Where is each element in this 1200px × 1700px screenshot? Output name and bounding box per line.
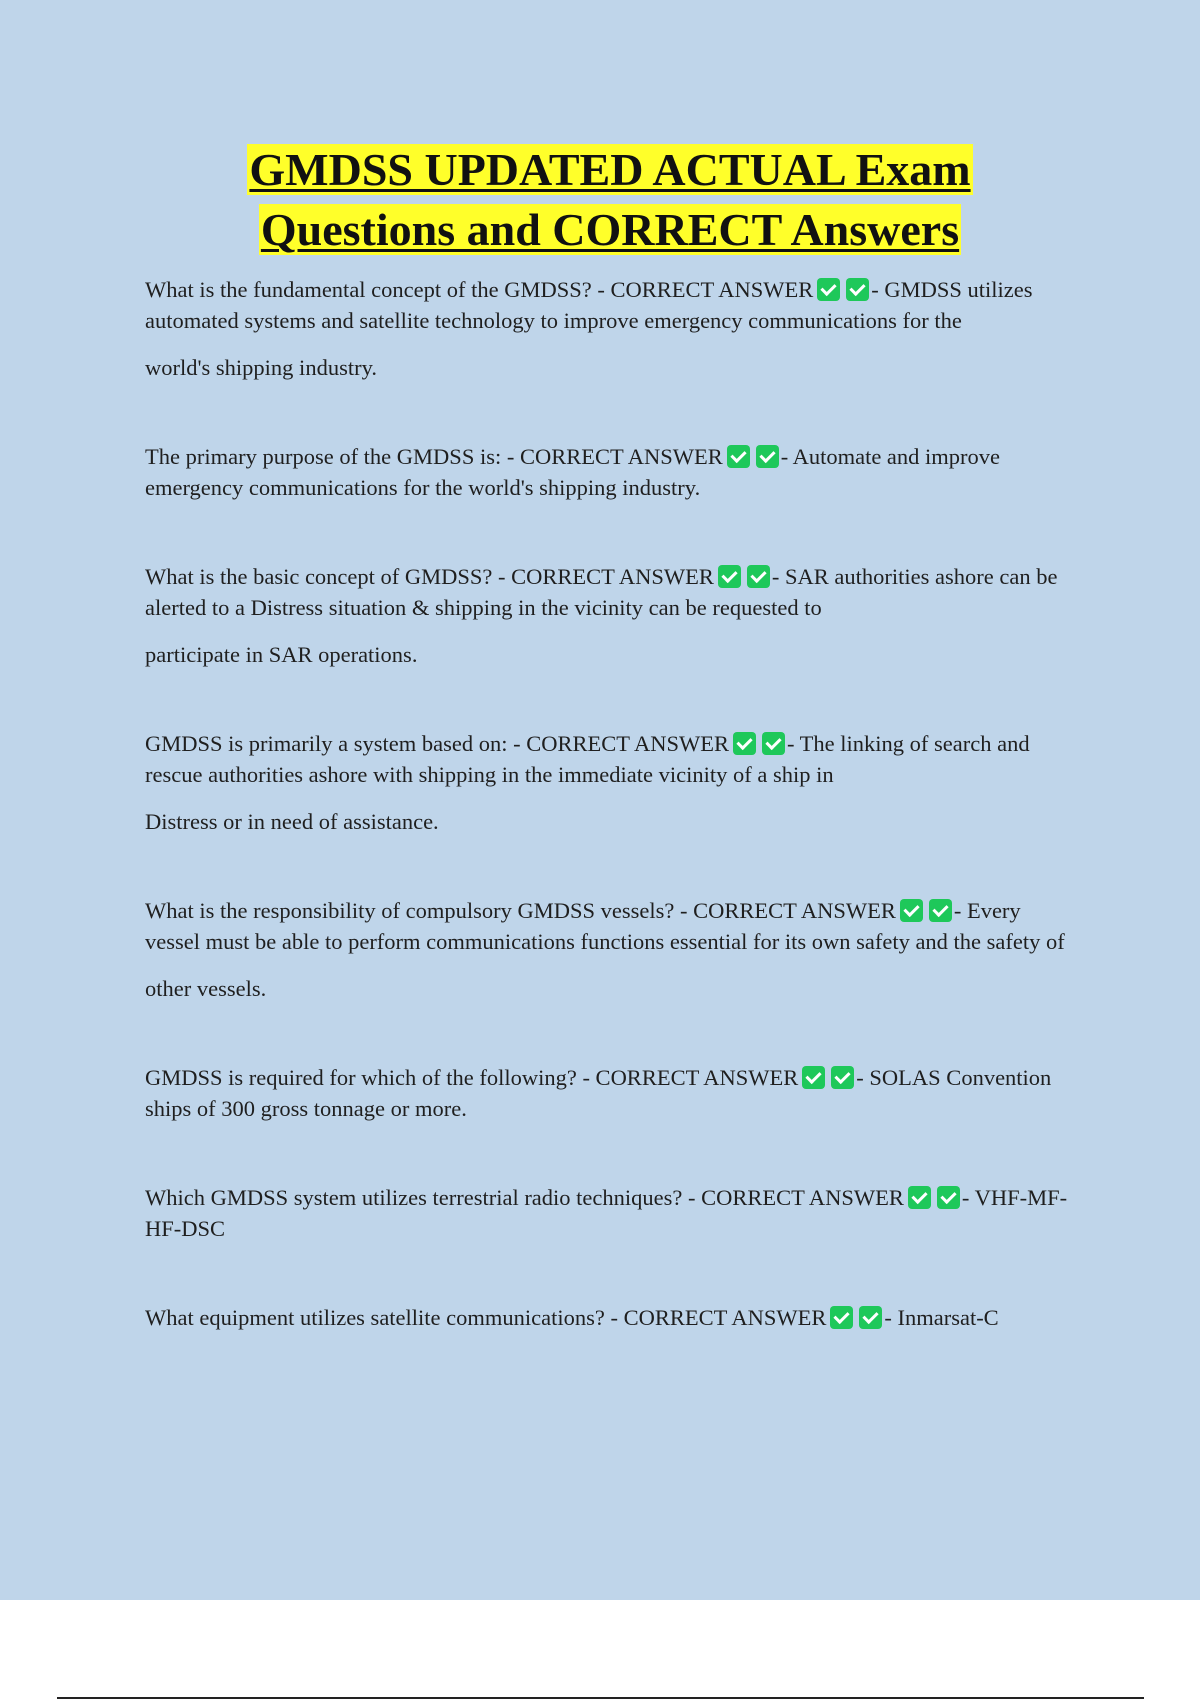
qa-item xyxy=(145,1182,1075,1244)
answer-continuation: other vessels. xyxy=(145,976,267,1001)
question-text: What is the fundamental concept of the GMDSS? xyxy=(145,277,592,302)
footer-rule xyxy=(57,1697,1144,1699)
correct-answer-label: - CORRECT ANSWER xyxy=(498,564,714,589)
answer-text: - VHF-MF-HF-DSC xyxy=(145,1185,1068,1241)
green-checkmark-icon xyxy=(718,565,741,588)
qa-item xyxy=(145,895,1075,1004)
correct-answer-label: - CORRECT ANSWER xyxy=(597,277,814,302)
title-line-2: Questions and CORRECT Answers xyxy=(260,204,960,255)
green-checkmark-icon xyxy=(733,732,756,755)
green-checkmark-icon xyxy=(908,1186,931,1209)
answer-continuation: participate in SAR operations. xyxy=(145,642,418,667)
question-text: What is the responsibility of compulsory GMDSS vessels? xyxy=(145,898,675,923)
answer-continuation: world's shipping industry. xyxy=(145,355,377,380)
qa-item xyxy=(145,1302,1075,1333)
qa-paragraph xyxy=(145,1062,1075,1124)
answer-continuation: Distress or in need of assistance. xyxy=(145,809,439,834)
green-checkmark-icon xyxy=(929,899,952,922)
qa-paragraph xyxy=(145,1302,1075,1333)
qa-item xyxy=(145,561,1075,670)
qa-paragraph xyxy=(145,728,1075,790)
question-text: GMDSS is primarily a system based on: xyxy=(145,731,508,756)
title-line-1: GMDSS UPDATED ACTUAL Exam xyxy=(249,144,971,195)
document-body xyxy=(145,140,1075,1333)
green-checkmark-icon xyxy=(830,1306,853,1329)
green-checkmark-icon xyxy=(900,899,923,922)
green-checkmark-icon xyxy=(762,732,785,755)
green-checkmark-icon xyxy=(756,445,779,468)
answer-text: - Automate and improve emergency communications for the world's shipping industry. xyxy=(145,444,1001,500)
qa-item xyxy=(145,274,1075,383)
qa-item xyxy=(145,441,1075,503)
green-checkmark-icon xyxy=(802,1066,825,1089)
answer-text: - SAR authorities ashore can be alerted to a Distress situation & shipping in the vicinity can be requested to xyxy=(145,564,1058,620)
question-text: What is the basic concept of GMDSS? xyxy=(145,564,493,589)
question-text: Which GMDSS system utilizes terrestrial radio techniques? xyxy=(145,1185,683,1210)
answer-text: - Every vessel must be able to perform communications functions essential for its own safety and the safety of xyxy=(145,898,1065,954)
green-checkmark-icon xyxy=(937,1186,960,1209)
correct-answer-label: - CORRECT ANSWER xyxy=(513,731,729,756)
qa-item xyxy=(145,1062,1075,1124)
qa-paragraph xyxy=(145,274,1075,336)
green-checkmark-icon xyxy=(747,565,770,588)
qa-paragraph xyxy=(145,561,1075,623)
correct-answer-label: - CORRECT ANSWER xyxy=(506,444,723,469)
green-checkmark-icon xyxy=(817,278,840,301)
answer-text: - SOLAS Convention ships of 300 gross tonnage or more. xyxy=(145,1065,1052,1121)
qa-item xyxy=(145,728,1075,837)
correct-answer-label: - CORRECT ANSWER xyxy=(688,1185,904,1210)
correct-answer-label: - CORRECT ANSWER xyxy=(679,898,896,923)
document-title xyxy=(145,140,1075,260)
green-checkmark-icon xyxy=(831,1066,854,1089)
answer-text: - GMDSS utilizes automated systems and satellite technology to improve emergency communications for the xyxy=(145,277,1033,333)
green-checkmark-icon xyxy=(846,278,869,301)
qa-paragraph xyxy=(145,1182,1075,1244)
question-text: The primary purpose of the GMDSS is: xyxy=(145,444,502,469)
answer-text: - The linking of search and rescue authorities ashore with shipping in the immediate vicinity of a ship in xyxy=(145,731,1030,787)
answer-text: - Inmarsat-C xyxy=(884,1305,999,1330)
question-text: What equipment utilizes satellite communications? xyxy=(145,1305,605,1330)
correct-answer-label: - CORRECT ANSWER xyxy=(610,1305,827,1330)
qa-paragraph xyxy=(145,441,1075,503)
qa-paragraph xyxy=(145,895,1075,957)
correct-answer-label: - CORRECT ANSWER xyxy=(582,1065,799,1090)
qa-list xyxy=(145,274,1075,1333)
question-text: GMDSS is required for which of the following? xyxy=(145,1065,577,1090)
green-checkmark-icon xyxy=(859,1306,882,1329)
green-checkmark-icon xyxy=(727,445,750,468)
